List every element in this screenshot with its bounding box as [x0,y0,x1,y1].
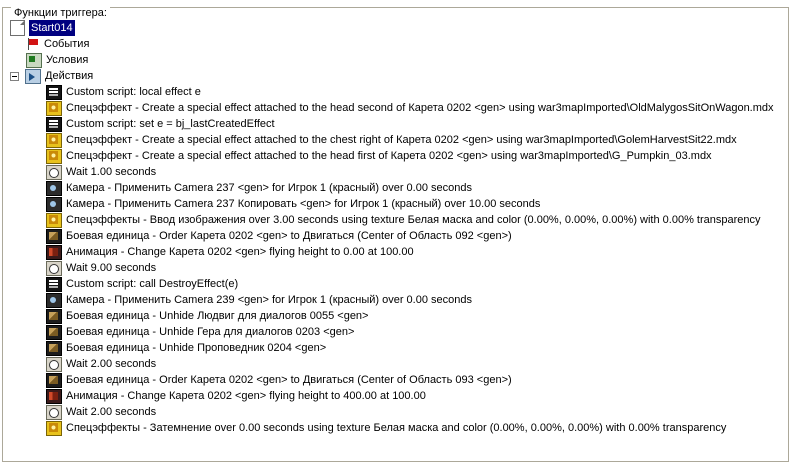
special-effect-icon [46,213,62,228]
tree-section-events[interactable] [6,36,787,52]
trigger-tree[interactable] [6,20,787,460]
action-row[interactable] [6,180,787,196]
action-row-label: Анимация - Change Карета 0202 <gen> flying height to 0.00 at 100.00 [66,246,414,258]
unit-icon [46,341,62,356]
action-row[interactable] [6,196,787,212]
wait-icon [46,357,62,372]
action-row[interactable] [6,116,787,132]
action-row[interactable] [6,340,787,356]
action-row[interactable] [6,308,787,324]
action-list [6,84,787,436]
script-icon [46,117,62,132]
special-effect-icon [46,149,62,164]
tree-root-item[interactable] [6,20,787,36]
action-row-label: Custom script: call DestroyEffect(e) [66,278,239,290]
action-row[interactable] [6,212,787,228]
groupbox-title: Функции триггера: [11,7,110,19]
action-row-label: Анимация - Change Карета 0202 <gen> flying height to 400.00 at 100.00 [66,390,426,402]
tree-section-events-label: События [44,38,90,50]
tree-section-conditions-label: Условия [46,54,89,66]
action-row[interactable] [6,420,787,436]
animation-icon [46,389,62,404]
unit-icon [46,229,62,244]
flag-icon [26,37,40,51]
action-row[interactable] [6,260,787,276]
action-row-label: Камера - Применить Camera 237 <gen> for Игрок 1 (красный) over 0.00 seconds [66,182,472,194]
action-row[interactable] [6,164,787,180]
action-row-label: Боевая единица - Unhide Людвиг для диалогов 0055 <gen> [66,310,369,322]
special-effect-icon [46,133,62,148]
action-row-label: Wait 9.00 seconds [66,262,157,274]
special-effect-icon [46,421,62,436]
action-row-label: Камера - Применить Camera 237 Копировать <gen> for Игрок 1 (красный) over 10.00 seconds [66,198,541,210]
action-row-label: Спецэффект - Create a special effect attached to the head first of Карета 0202 <gen> using war3mapImported\G_Pumpkin_03.mdx [66,150,712,162]
action-row-label: Спецэффекты - Затемнение over 0.00 seconds using texture Белая маска and color (0.00%, 0.00%, 0.00%) with 0.00% transparency [66,422,727,434]
action-row[interactable] [6,292,787,308]
tree-section-actions-label: Действия [45,70,94,82]
action-icon [25,69,41,84]
action-row-label: Спецэффекты - Ввод изображения over 3.00 seconds using texture Белая маска and color (0.00%, 0.00%, 0.00%) with 0.00% transparency [66,214,761,226]
action-row[interactable] [6,324,787,340]
action-row-label: Камера - Применить Camera 239 <gen> for Игрок 1 (красный) over 0.00 seconds [66,294,472,306]
action-row[interactable] [6,276,787,292]
tree-root-label: Start014 [31,22,73,34]
wait-icon [46,261,62,276]
condition-icon [26,53,42,68]
action-row-label: Wait 1.00 seconds [66,166,157,178]
document-icon [10,20,25,36]
animation-icon [46,245,62,260]
action-row[interactable] [6,372,787,388]
collapse-actions-toggle[interactable] [10,72,19,81]
unit-icon [46,325,62,340]
tree-section-actions[interactable] [6,68,787,84]
action-row[interactable] [6,84,787,100]
unit-icon [46,373,62,388]
action-row-label: Спецэффект - Create a special effect attached to the head second of Карета 0202 <gen> using war3mapImported\OldMalygosSitOnWagon.mdx [66,102,774,114]
action-row-label: Боевая единица - Order Карета 0202 <gen> to Двигаться (Center of Область 093 <gen>) [66,374,512,386]
action-row-label: Wait 2.00 seconds [66,358,157,370]
action-row[interactable] [6,388,787,404]
action-row[interactable] [6,244,787,260]
action-row-label: Custom script: set e = bj_lastCreatedEffect [66,118,275,130]
action-row-label: Боевая единица - Order Карета 0202 <gen> to Двигаться (Center of Область 092 <gen>) [66,230,512,242]
tree-section-conditions[interactable] [6,52,787,68]
wait-icon [46,165,62,180]
action-row[interactable] [6,404,787,420]
action-row[interactable] [6,228,787,244]
action-row-label: Wait 2.00 seconds [66,406,157,418]
script-icon [46,277,62,292]
action-row[interactable] [6,356,787,372]
wait-icon [46,405,62,420]
action-row-label: Боевая единица - Unhide Проповедник 0204 <gen> [66,342,327,354]
action-row[interactable] [6,132,787,148]
action-row-label: Custom script: local effect e [66,86,201,98]
action-row-label: Боевая единица - Unhide Гера для диалогов 0203 <gen> [66,326,355,338]
trigger-functions-groupbox [2,7,789,462]
unit-icon [46,309,62,324]
camera-icon [46,293,62,308]
camera-icon [46,181,62,196]
action-row[interactable] [6,100,787,116]
script-icon [46,85,62,100]
action-row-label: Спецэффект - Create a special effect attached to the chest right of Карета 0202 <gen> using war3mapImported\GolemHarvestSit22.mdx [66,134,737,146]
action-row[interactable] [6,148,787,164]
camera-icon [46,197,62,212]
special-effect-icon [46,101,62,116]
